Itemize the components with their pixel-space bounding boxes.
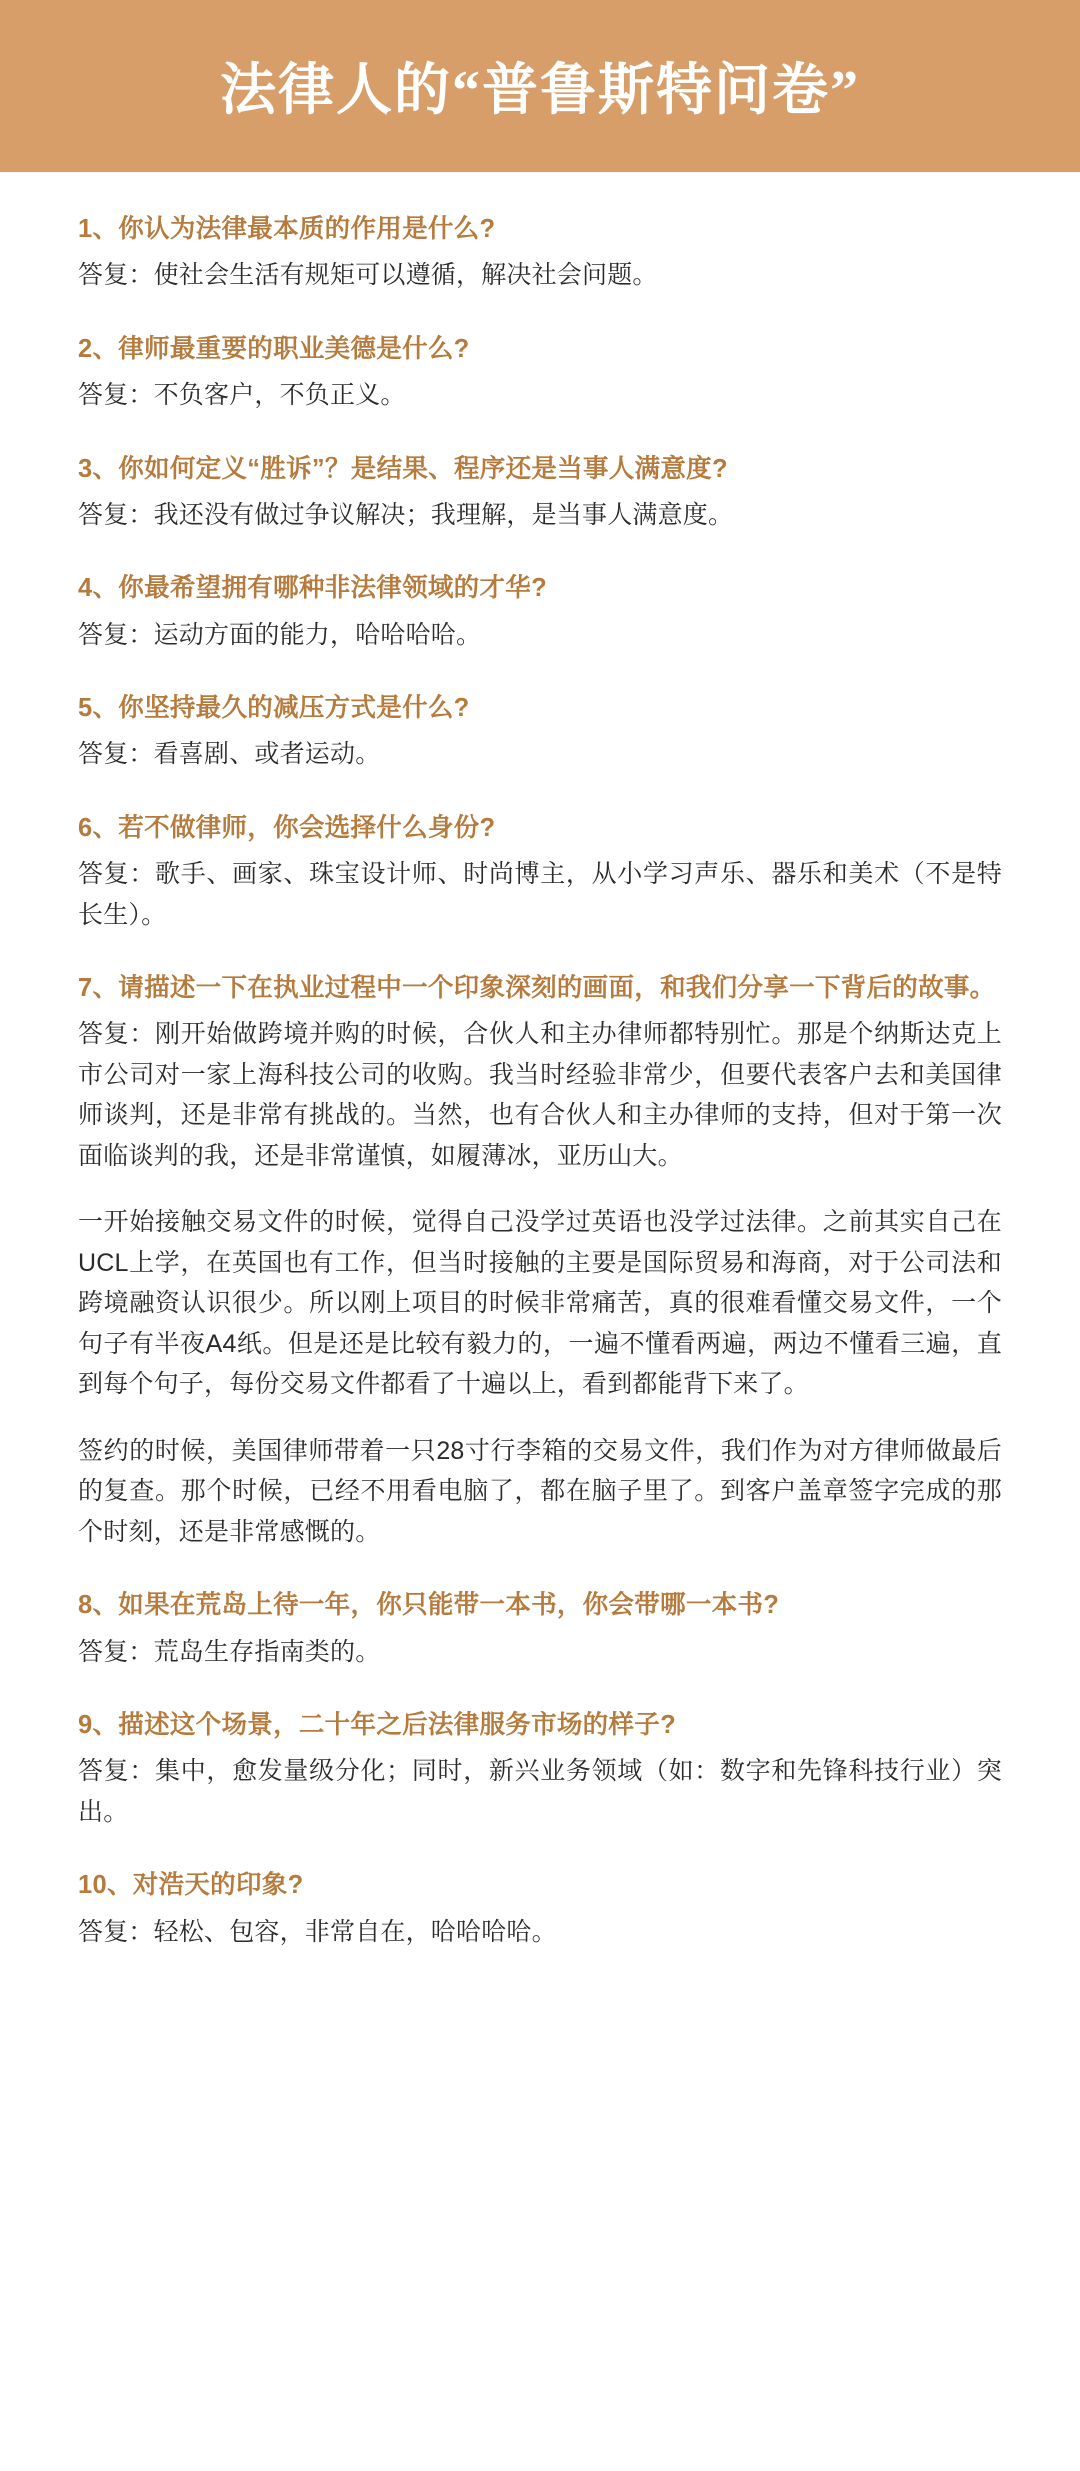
answer-text: 答复：集中，愈发量级分化；同时，新兴业务领域（如：数字和先锋科技行业）突出。 xyxy=(78,1757,1002,1826)
answer-text: 答复：歌手、画家、珠宝设计师、时尚博主，从小学习声乐、器乐和美术（不是特长生）。 xyxy=(78,860,1002,929)
qa-item-10 xyxy=(78,1866,1002,1952)
question-text: 7、请描述一下在执业过程中一个印象深刻的画面，和我们分享一下背后的故事。 xyxy=(78,974,996,1002)
answer-text: 答复：不负客户，不负正义。 xyxy=(78,381,406,409)
qa-item-6 xyxy=(78,809,1002,935)
question-text: 4、你最希望拥有哪种非法律领域的才华? xyxy=(78,574,547,603)
answer-text: 答复：我还没有做过争议解决；我理解，是当事人满意度。 xyxy=(78,500,734,529)
answer-text: 答复：看喜剧、或者运动。 xyxy=(78,740,381,769)
question-text: 5、你坚持最久的减压方式是什么? xyxy=(78,694,470,722)
answer-text: 答复：荒岛生存指南类的。 xyxy=(78,1637,381,1666)
qa-item-8 xyxy=(78,1586,1002,1672)
document-body xyxy=(0,172,1080,2046)
question-text: 1、你认为法律最本质的作用是什么? xyxy=(78,215,496,243)
question-text: 8、如果在荒岛上待一年，你只能带一本书，你会带哪一本书? xyxy=(78,1591,780,1620)
qa-item-4 xyxy=(78,569,1002,655)
answer-text: 答复：使社会生活有规矩可以遵循，解决社会问题。 xyxy=(78,261,658,290)
answer-text: 答复：轻松、包容，非常自在，哈哈哈哈。 xyxy=(78,1917,557,1946)
qa-item-3 xyxy=(78,450,1002,536)
answer-paragraph-3: 签约的时候，美国律师带着一只28寸行李箱的交易文件，我们作为对方律师做最后的复查。那个时候，已经不用看电脑了，都在脑子里了。到客户盖章签字完成的那个时刻，还是非常感慨的。 xyxy=(78,1436,1002,1546)
answer-text: 答复：刚开始做跨境并购的时候，合伙人和主办律师都特别忙。那是个纳斯达克上市公司对一家上海科技公司的收购。我当时经验非常少，但要代表客户去和美国律师谈判，还是非常有挑战的。当然，也有合伙人和主办律师的支持，但对于第一次面临谈判的我，还是非常谨慎，如履薄冰，亚历山大。 xyxy=(78,1020,1002,1170)
qa-item-2 xyxy=(78,330,1002,416)
header-banner xyxy=(0,0,1080,172)
question-text: 10、对浩天的印象? xyxy=(78,1871,304,1900)
qa-item-5 xyxy=(78,689,1002,775)
question-text: 6、若不做律师，你会选择什么身份? xyxy=(78,813,496,842)
answer-paragraph-2: 一开始接触交易文件的时候，觉得自己没学过英语也没学过法律。之前其实自己在UCL上学，在英国也有工作，但当时接触的主要是国际贸易和海商，对于公司法和跨境融资认识很少。所以刚上项目的时候非常痛苦，真的很难看懂交易文件，一个句子有半夜A4纸。但是还是比较有毅力的，一遍不懂看两遍，两边不懂看三遍，直到每个句子，每份交易文件都看了十遍以上，看到都能背下来了。 xyxy=(78,1208,1002,1399)
question-text: 9、描述这个场景，二十年之后法律服务市场的样子? xyxy=(78,1711,676,1739)
qa-item-1 xyxy=(78,210,1002,296)
qa-item-7 xyxy=(78,969,1002,1552)
page-title: 法律人的“普鲁斯特问卷” xyxy=(220,60,860,122)
qa-item-9 xyxy=(78,1706,1002,1832)
question-text: 2、律师最重要的职业美德是什么? xyxy=(78,334,470,363)
answer-text: 答复：运动方面的能力，哈哈哈哈。 xyxy=(78,620,482,649)
question-text: 3、你如何定义“胜诉”？是结果、程序还是当事人满意度? xyxy=(78,454,728,483)
